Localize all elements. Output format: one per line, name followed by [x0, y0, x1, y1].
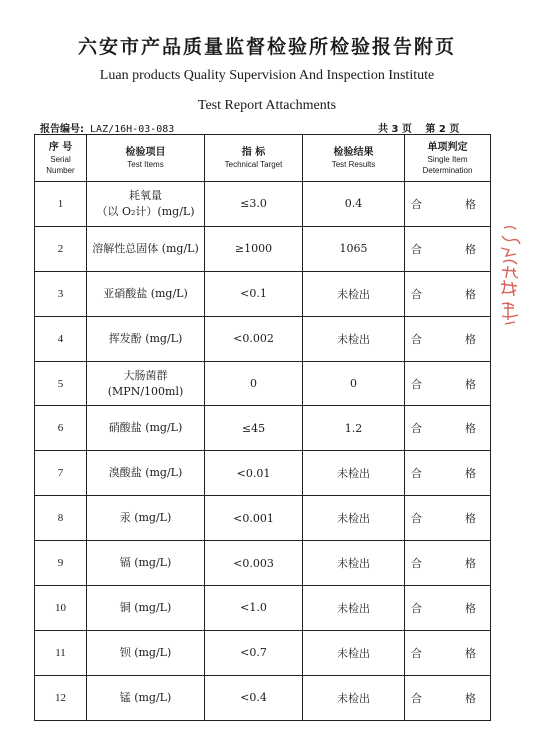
- technical-target-cell: <0.002: [205, 316, 303, 361]
- table-row: [35, 316, 491, 361]
- table-row: [35, 675, 491, 720]
- determination-cell: [405, 675, 491, 720]
- test-item-name: 钡 (mg/L): [119, 645, 172, 659]
- table-header-row: [35, 135, 491, 182]
- header-cn: 单项判定: [427, 141, 468, 153]
- header-test-items: [87, 135, 205, 182]
- header-en: Test Items: [127, 160, 164, 169]
- table-row: [35, 451, 491, 496]
- test-item-cell: [87, 316, 205, 361]
- header-cn: 序 号: [48, 141, 73, 153]
- determination-char-1: 合: [411, 422, 422, 436]
- test-result-cell: 未检出: [303, 675, 405, 720]
- technical-target-cell: <1.0: [205, 586, 303, 631]
- technical-target-cell: ≤3.0: [205, 182, 303, 227]
- header-en: Technical Target: [224, 160, 283, 169]
- serial-number-cell: 11: [35, 630, 87, 675]
- table-row: [35, 541, 491, 586]
- test-item-name: 硝酸盐 (mg/L): [108, 421, 183, 435]
- determination-char-1: 合: [411, 512, 422, 526]
- test-item-unit: （以 O₂计）(mg/L): [96, 204, 195, 218]
- determination-cell: [405, 406, 491, 451]
- determination-cell: [405, 451, 491, 496]
- test-item-cell: [87, 226, 205, 271]
- serial-number-cell: 5: [35, 361, 87, 406]
- test-result-cell: 未检出: [303, 271, 405, 316]
- test-result-cell: 未检出: [303, 586, 405, 631]
- determination-char-2: 格: [465, 512, 476, 526]
- determination-char-1: 合: [411, 557, 422, 571]
- header-test-results: [303, 135, 405, 182]
- determination-cell: [405, 271, 491, 316]
- header-en: Serial: [50, 154, 71, 164]
- header-cn: 指 标: [241, 147, 266, 158]
- determination-char-2: 格: [465, 197, 476, 211]
- test-item-cell: [87, 451, 205, 496]
- determination-cell: [405, 316, 491, 361]
- table-row: [35, 406, 491, 451]
- test-result-cell: 0.4: [303, 182, 405, 227]
- test-item-cell: [87, 675, 205, 720]
- determination-char-2: 格: [465, 691, 476, 705]
- test-item-name: 锰 (mg/L): [119, 690, 172, 704]
- serial-number-cell: 10: [35, 586, 87, 631]
- test-item-name: 挥发酚 (mg/L): [108, 331, 183, 345]
- technical-target-cell: <0.1: [205, 271, 303, 316]
- test-item-name: 亚硝酸盐 (mg/L): [103, 286, 188, 300]
- test-item-name: 镉 (mg/L): [119, 556, 172, 570]
- table-row: [35, 496, 491, 541]
- test-item-cell: [87, 361, 205, 406]
- determination-char-2: 格: [465, 242, 476, 256]
- determination-cell: [405, 182, 491, 227]
- document-subtitle: Test Report Attachments: [197, 98, 337, 113]
- serial-number-cell: 3: [35, 271, 87, 316]
- results-table: [34, 134, 491, 721]
- header-en: Number: [46, 165, 75, 175]
- header-en: Test Results: [331, 160, 376, 169]
- technical-target-cell: ≥1000: [205, 226, 303, 271]
- test-item-name: 大肠菌群 (MPN/100ml): [107, 368, 184, 398]
- determination-cell: [405, 226, 491, 271]
- test-item-name: 耗氧量: [129, 188, 162, 202]
- serial-number-cell: 1: [35, 182, 87, 227]
- test-item-cell: [87, 541, 205, 586]
- serial-number-cell: 2: [35, 226, 87, 271]
- determination-cell: [405, 361, 491, 406]
- determination-cell: [405, 541, 491, 586]
- header-en: Single Item: [427, 154, 468, 164]
- determination-cell: [405, 496, 491, 541]
- test-item-cell: [87, 630, 205, 675]
- table-row: [35, 361, 491, 406]
- table-row: [35, 271, 491, 316]
- seal-stamp: [496, 222, 526, 332]
- page-info: [378, 120, 469, 135]
- determination-char-2: 格: [465, 467, 476, 481]
- determination-char-2: 格: [465, 332, 476, 346]
- serial-number-cell: 6: [35, 406, 87, 451]
- determination-char-2: 格: [465, 646, 476, 660]
- technical-target-cell: 0: [205, 361, 303, 406]
- technical-target-cell: <0.01: [205, 451, 303, 496]
- header-en: Determination: [422, 165, 473, 175]
- determination-char-2: 格: [465, 287, 476, 301]
- document-title-en: Luan products Quality Supervision And Inspection Institute: [99, 68, 435, 83]
- table-row: [35, 586, 491, 631]
- test-item-name: 溴酸盐 (mg/L): [108, 466, 183, 480]
- determination-cell: [405, 630, 491, 675]
- test-item-name: 铜 (mg/L): [119, 600, 172, 614]
- table-row: [35, 226, 491, 271]
- table-row: [35, 182, 491, 227]
- report-number: [40, 120, 174, 135]
- header-cn: 检验结果: [333, 147, 374, 158]
- determination-char-2: 格: [465, 422, 476, 436]
- technical-target-cell: <0.003: [205, 541, 303, 586]
- serial-number-cell: 12: [35, 675, 87, 720]
- technical-target-cell: <0.001: [205, 496, 303, 541]
- test-item-name: 汞 (mg/L): [119, 511, 172, 525]
- serial-number-cell: 8: [35, 496, 87, 541]
- test-result-cell: 未检出: [303, 541, 405, 586]
- determination-char-1: 合: [411, 377, 422, 391]
- total-pages: 共 3 页: [378, 124, 412, 135]
- determination-char-1: 合: [411, 646, 422, 660]
- test-result-cell: 未检出: [303, 630, 405, 675]
- report-number-label: 报告编号:: [40, 124, 84, 135]
- report-number-value: LAZ/16H-03-083: [90, 124, 175, 135]
- technical-target-cell: <0.7: [205, 630, 303, 675]
- test-result-cell: 未检出: [303, 316, 405, 361]
- determination-char-1: 合: [411, 287, 422, 301]
- test-result-cell: 未检出: [303, 451, 405, 496]
- serial-number-cell: 4: [35, 316, 87, 361]
- determination-char-1: 合: [411, 197, 422, 211]
- technical-target-cell: <0.4: [205, 675, 303, 720]
- determination-char-1: 合: [411, 242, 422, 256]
- document-title-cn: 六安市产品质量监督检验所检验报告附页: [77, 36, 456, 58]
- header-technical-target: [205, 135, 303, 182]
- test-item-cell: [87, 406, 205, 451]
- page-number: 第 2 页: [425, 124, 460, 135]
- table-row: [35, 630, 491, 675]
- header-determination: [405, 135, 491, 182]
- test-result-cell: 1065: [303, 226, 405, 271]
- determination-char-1: 合: [411, 332, 422, 346]
- test-item-name: 溶解性总固体 (mg/L): [92, 241, 199, 255]
- determination-char-1: 合: [411, 467, 422, 481]
- test-result-cell: 0: [303, 361, 405, 406]
- test-result-cell: 未检出: [303, 496, 405, 541]
- test-item-cell: [87, 496, 205, 541]
- determination-char-1: 合: [411, 601, 422, 615]
- determination-char-2: 格: [465, 601, 476, 615]
- header-serial: [35, 135, 87, 182]
- test-item-cell: [87, 182, 205, 227]
- serial-number-cell: 7: [35, 451, 87, 496]
- test-item-cell: [87, 271, 205, 316]
- determination-cell: [405, 586, 491, 631]
- test-item-cell: [87, 586, 205, 631]
- header-cn: 检验项目: [125, 147, 166, 158]
- test-result-cell: 1.2: [303, 406, 405, 451]
- determination-char-2: 格: [465, 377, 476, 391]
- technical-target-cell: ≤45: [205, 406, 303, 451]
- determination-char-2: 格: [465, 557, 476, 571]
- serial-number-cell: 9: [35, 541, 87, 586]
- determination-char-1: 合: [411, 691, 422, 705]
